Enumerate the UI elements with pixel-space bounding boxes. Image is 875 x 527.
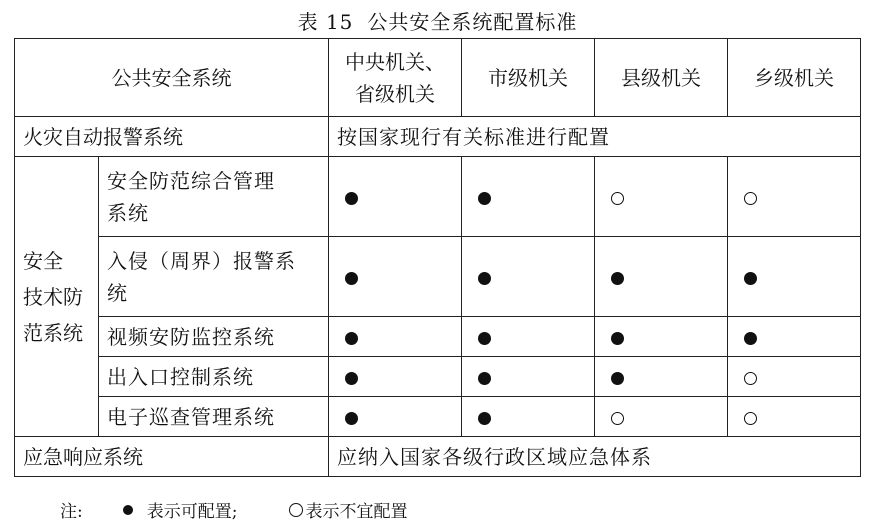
- group-label-line2: 技术防: [23, 284, 83, 309]
- table-row: [15, 117, 861, 157]
- filled-dot-icon: [345, 332, 358, 345]
- filled-dot-icon: [611, 372, 624, 385]
- filled-dot-icon: [744, 272, 757, 285]
- group-label-line3: 范系统: [23, 320, 83, 345]
- header-level-central: [329, 39, 462, 117]
- row-emergency-name: 应急响应系统: [15, 437, 329, 477]
- mark-cell: [595, 237, 728, 317]
- mark-cell: [462, 357, 595, 397]
- filled-dot-icon: [478, 272, 491, 285]
- filled-dot-icon: [478, 412, 491, 425]
- mark-cell: [462, 397, 595, 437]
- filled-dot-icon: [345, 372, 358, 385]
- mark-cell: [329, 237, 462, 317]
- config-standard-table: [14, 38, 861, 477]
- table-title: 公共安全系统配置标准: [367, 10, 578, 34]
- filled-dot-icon: [478, 372, 491, 385]
- table-row: [15, 237, 861, 317]
- table-caption: [0, 6, 875, 35]
- header-level-county: 县级机关: [595, 39, 728, 117]
- filled-dot-icon: [123, 505, 133, 515]
- mark-cell: [595, 317, 728, 357]
- open-circle-icon: [289, 503, 303, 517]
- header-level-city: 市级机关: [462, 39, 595, 117]
- item-name-line2: 统: [107, 280, 128, 305]
- row-fire-name: 火灾自动报警系统: [15, 117, 329, 157]
- mark-cell: [462, 317, 595, 357]
- filled-dot-icon: [611, 272, 624, 285]
- open-circle-icon: [744, 412, 757, 425]
- mark-cell: [595, 157, 728, 237]
- filled-dot-icon: [478, 332, 491, 345]
- mark-cell: [595, 397, 728, 437]
- mark-cell: [728, 397, 861, 437]
- filled-dot-icon: [611, 332, 624, 345]
- filled-dot-icon: [345, 412, 358, 425]
- mark-cell: [462, 237, 595, 317]
- table-row: [15, 157, 861, 237]
- item-name: [99, 157, 329, 237]
- row-fire-note: 按国家现行有关标准进行配置: [329, 117, 861, 157]
- group-security-label: [15, 157, 99, 437]
- open-circle-icon: [744, 372, 757, 385]
- table-row: [15, 397, 861, 437]
- filled-dot-icon: [345, 192, 358, 205]
- header-level-township: 乡级机关: [728, 39, 861, 117]
- mark-cell: [329, 157, 462, 237]
- mark-cell: [728, 157, 861, 237]
- mark-cell: [462, 157, 595, 237]
- header-level-central-line2: 省级机关: [355, 81, 435, 106]
- filled-dot-icon: [478, 192, 491, 205]
- row-emergency-note: 应纳入国家各级行政区域应急体系: [329, 437, 861, 477]
- table-row: [15, 437, 861, 477]
- header-level-central-line1: 中央机关、: [345, 49, 445, 74]
- legend-label: 注:: [60, 502, 83, 522]
- filled-dot-icon: [345, 272, 358, 285]
- table-number: 表 15: [297, 10, 354, 34]
- header-row: [15, 39, 861, 117]
- table-row: [15, 317, 861, 357]
- mark-cell: [728, 357, 861, 397]
- mark-cell: [728, 237, 861, 317]
- legend-note: [60, 497, 407, 522]
- mark-cell: [329, 357, 462, 397]
- mark-cell: [329, 317, 462, 357]
- item-name: 视频安防监控系统: [99, 317, 329, 357]
- open-circle-icon: [611, 192, 624, 205]
- table-row: [15, 357, 861, 397]
- legend-filled-text: 表示可配置;: [146, 502, 238, 522]
- item-name: [99, 237, 329, 317]
- header-system: 公共安全系统: [15, 39, 329, 117]
- legend-open-text: 表示不宜配置: [305, 502, 408, 522]
- item-name-line1: 入侵（周界）报警系: [107, 248, 296, 273]
- mark-cell: [329, 397, 462, 437]
- item-name-line1: 安全防范综合管理: [107, 168, 275, 193]
- item-name: 电子巡查管理系统: [99, 397, 329, 437]
- open-circle-icon: [744, 192, 757, 205]
- group-label-line1: 安全: [23, 248, 63, 273]
- mark-cell: [728, 317, 861, 357]
- open-circle-icon: [611, 412, 624, 425]
- item-name: 出入口控制系统: [99, 357, 329, 397]
- item-name-line2: 系统: [107, 200, 149, 225]
- filled-dot-icon: [744, 332, 757, 345]
- mark-cell: [595, 357, 728, 397]
